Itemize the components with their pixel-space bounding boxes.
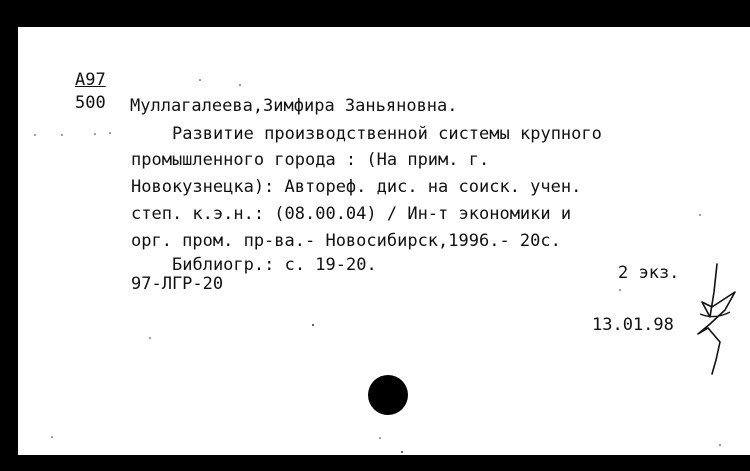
title-line-2: промышленного города : (На прим. г. xyxy=(131,150,490,170)
author-heading: Муллагалеева,Зимфира Заньяновна. xyxy=(130,96,458,116)
title-line-5: орг. пром. пр-ва.- Новосибирск,1996.- 20с. xyxy=(131,231,561,251)
call-number-top: А97 xyxy=(75,70,106,90)
date-stamp: 13.01.98 xyxy=(592,315,674,335)
inventory-code: 97-ЛГР-20 xyxy=(131,274,224,294)
title-line-3: Новокузнецка): Автореф. дис. на соиск. учен. xyxy=(131,177,582,197)
copies-count: 2 экз. xyxy=(618,263,680,283)
title-line-4: степ. к.э.н.: (08.00.04) / Ин-т экономики и xyxy=(131,204,572,224)
title-line-1: Развитие производственной системы крупного xyxy=(172,124,602,144)
bibliography-note: Библиогр.: с. 19-20. xyxy=(172,255,377,275)
call-number-bottom: 500 xyxy=(75,93,106,113)
